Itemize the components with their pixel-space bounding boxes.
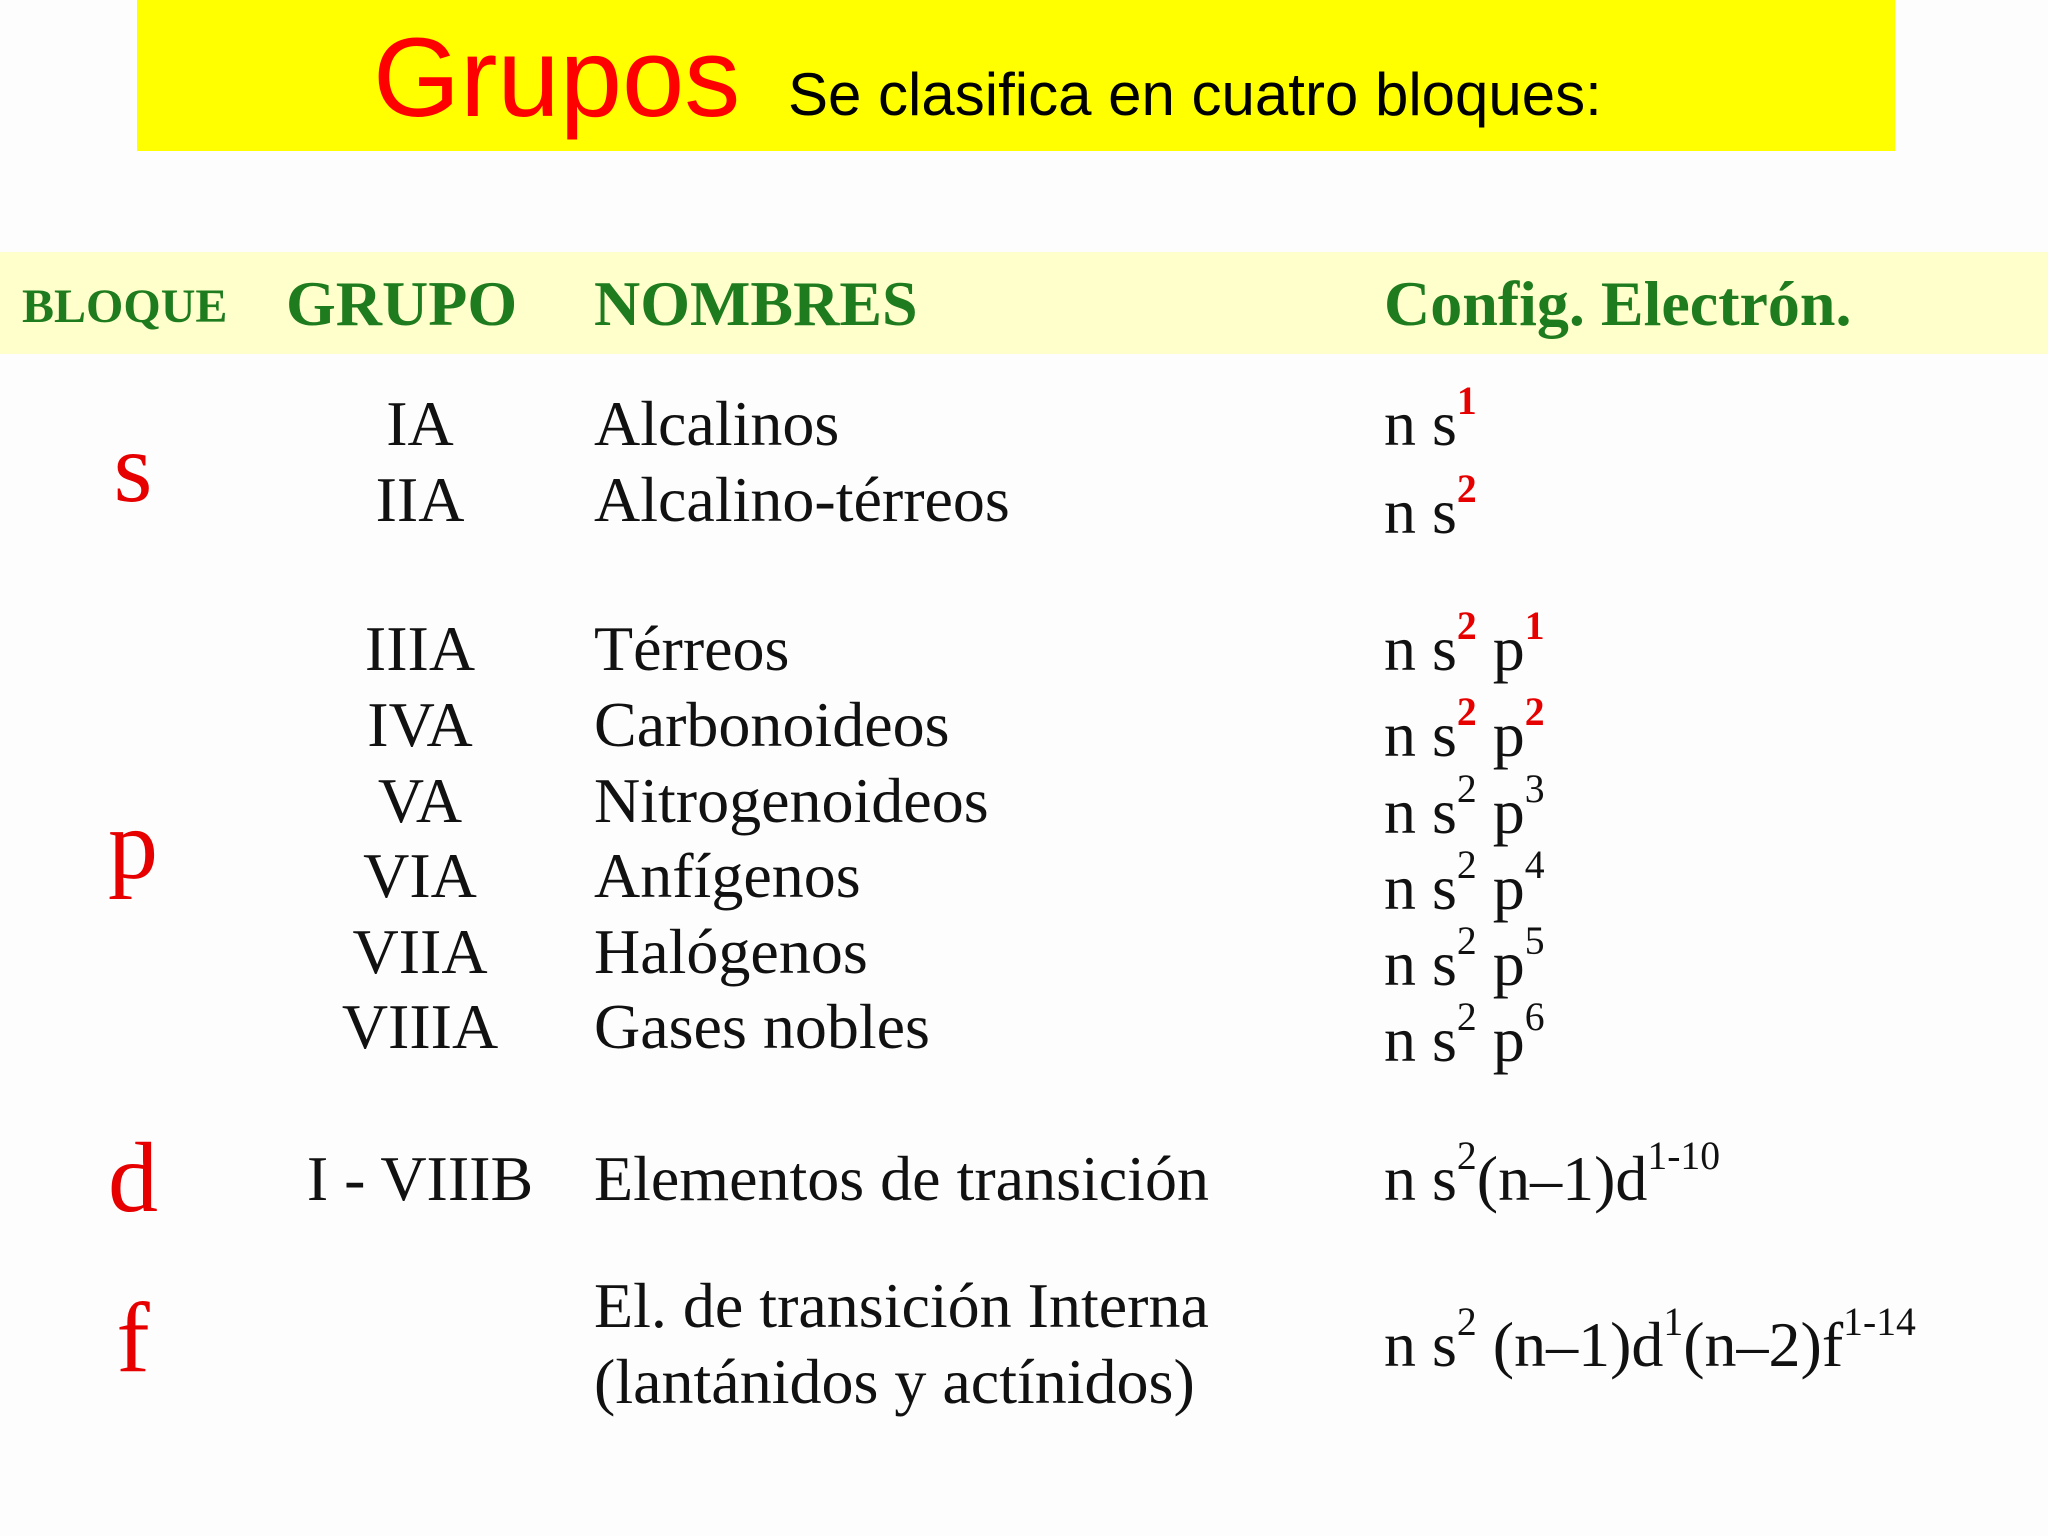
nombre-cell: El. de transición Interna: [594, 1270, 1209, 1341]
block-letter-f: f: [116, 1282, 150, 1393]
grupo-cell: I - VIIIB: [306, 1143, 534, 1214]
config-cell: n $s^2$ $p^2$: [1384, 690, 1545, 770]
grupo-cell: IIA: [375, 464, 465, 535]
config-cell: n $s^2$ $p^4$: [1384, 843, 1545, 923]
nombre-cell: Alcalinos: [594, 388, 840, 459]
nombre-cell: Gases nobles: [594, 991, 930, 1062]
grupo-cell: VIIIA: [341, 991, 499, 1062]
nombre-cell: Nitrogenoideos: [594, 765, 989, 836]
nombre-cell: Alcalino-térreos: [594, 464, 1010, 535]
grupo-cell: VIA: [363, 840, 477, 911]
config-cell: n $s^2$ $p^5$: [1384, 919, 1545, 999]
config-cell: n $s^1$: [1384, 379, 1477, 459]
nombre-cell: Térreos: [594, 613, 790, 684]
grupo-cell: IVA: [367, 689, 473, 760]
grupo-cell: VIIA: [352, 916, 488, 987]
header-nombres: NOMBRES: [594, 268, 918, 339]
header-config: Config. Electrón.: [1384, 268, 1852, 339]
nombre-cell: Carbonoideos: [594, 689, 950, 760]
config-cell: n $s^2$ $p^3$: [1384, 767, 1545, 847]
nombre-cell: Halógenos: [594, 916, 868, 987]
config-cell: n $s^2$ $p^1$: [1384, 604, 1545, 684]
block-letter-s: s: [113, 412, 153, 523]
nombre-cell: Elementos de transición: [594, 1143, 1209, 1214]
config-cell: n $s^2$ $p^6$: [1384, 995, 1545, 1075]
block-letter-d: d: [108, 1122, 158, 1233]
config-cell: n $s^2(n-1)d^{1-10}$: [1384, 1134, 1721, 1214]
block-letter-p: p: [108, 789, 158, 900]
grupo-cell: IIIA: [364, 613, 476, 684]
nombre-cell: (lantánidos y actínidos): [594, 1346, 1195, 1417]
grupo-cell: VA: [377, 765, 463, 836]
header-grupo: GRUPO: [286, 268, 518, 339]
config-cell: n $s^2$ $(n-1)d^1(n-2)f^{1-14}$: [1384, 1300, 1916, 1380]
config-cell: n $s^2$: [1384, 467, 1477, 547]
page-subtitle: Se clasifica en cuatro bloques:: [788, 61, 1602, 128]
page-title: Grupos: [373, 15, 741, 140]
header-bloque: BLOQUE: [22, 280, 228, 333]
grupo-cell: IA: [386, 388, 454, 459]
nombre-cell: Anfígenos: [594, 840, 861, 911]
